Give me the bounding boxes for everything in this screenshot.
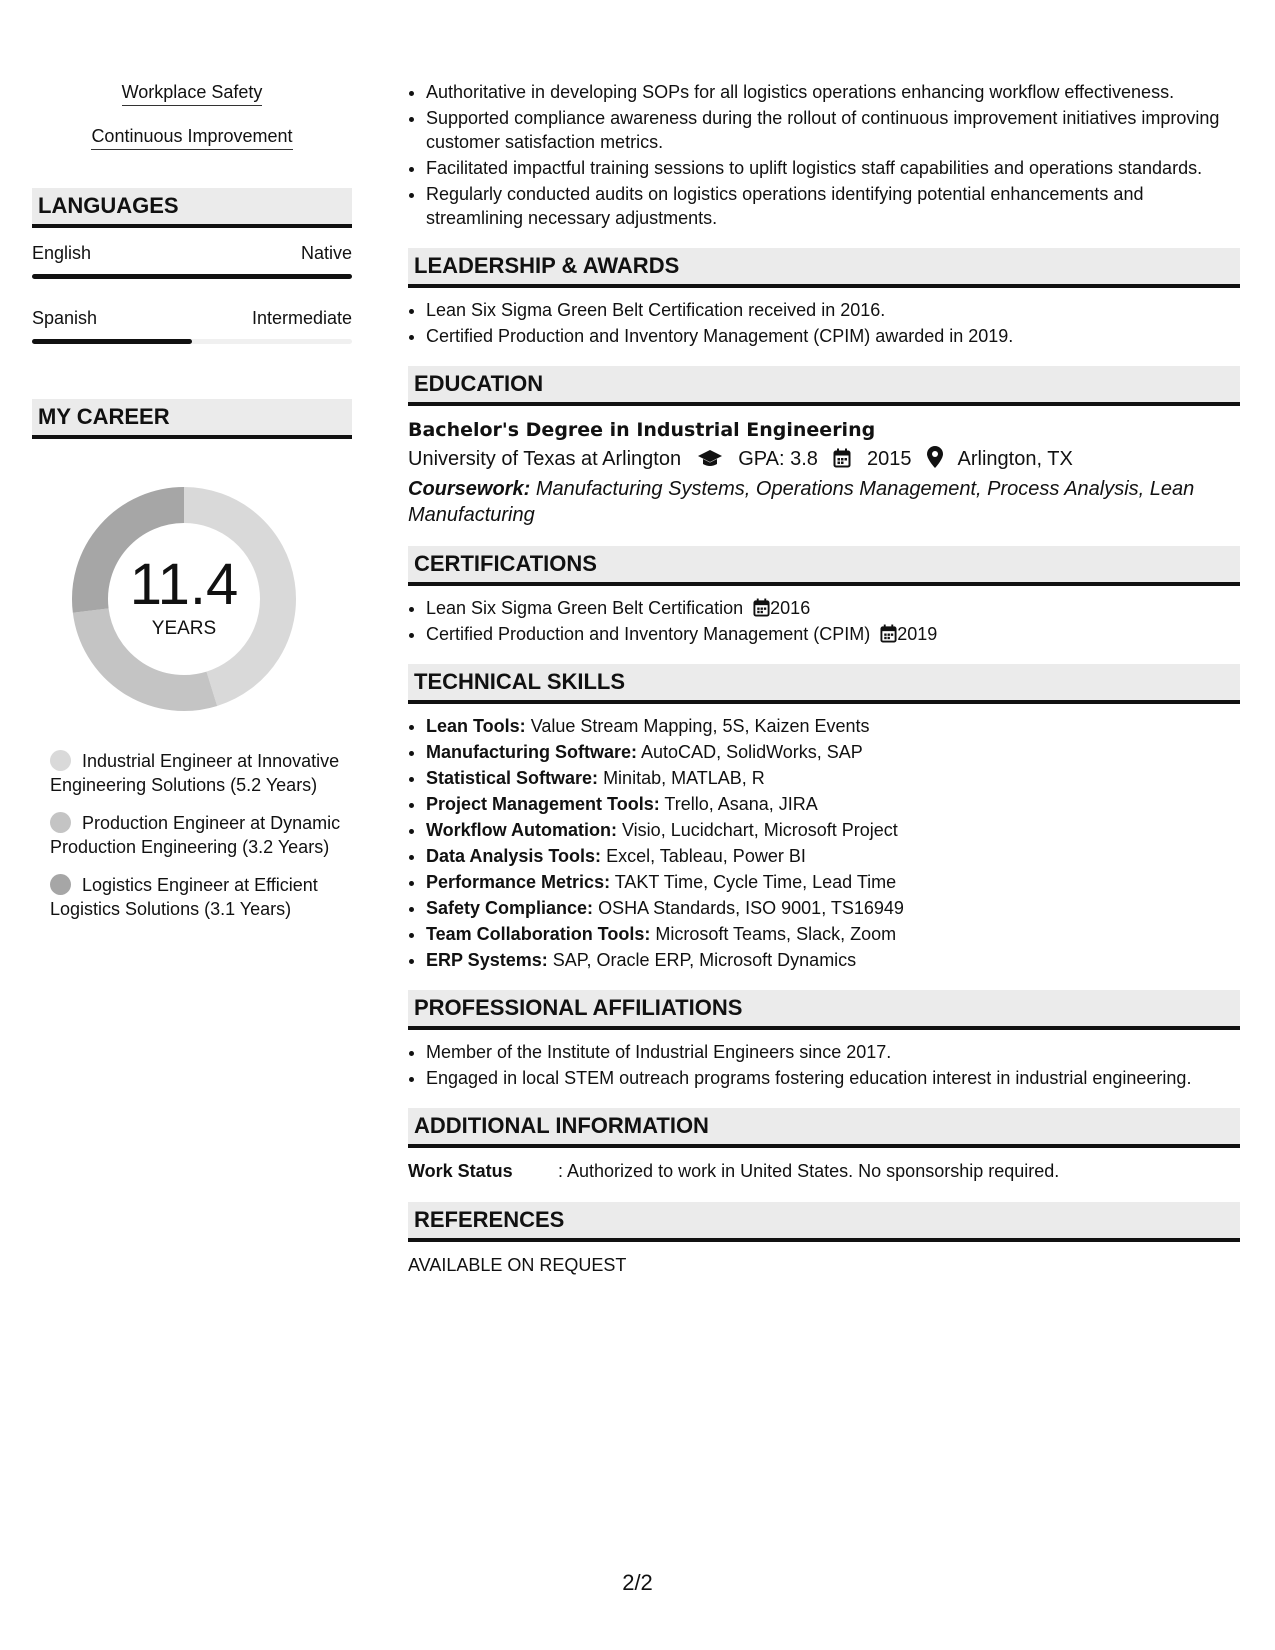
list-item	[426, 870, 1240, 894]
skill-label: Data Analysis Tools:	[426, 846, 602, 866]
skill-value: Visio, Lucidchart, Microsoft Project	[622, 820, 898, 840]
skill-tag: Continuous Improvement	[91, 124, 292, 150]
legend-dot	[50, 750, 71, 771]
language-level: Native	[300, 243, 352, 263]
skill-value: Microsoft Teams, Slack, Zoom	[655, 924, 897, 944]
skill-label: Workflow Automation:	[426, 820, 617, 840]
legend-dot	[50, 874, 71, 895]
list-item	[426, 948, 1240, 972]
languages-heading: LANGUAGES	[32, 188, 352, 228]
list-item	[426, 844, 1240, 868]
skill-value: Excel, Tableau, Power BI	[606, 846, 806, 866]
career-label: Logistics Engineer at Efficient Logistics Solutions (3.1 Years)	[50, 875, 318, 919]
cert-name: Lean Six Sigma Green Belt Certification	[426, 598, 744, 618]
references-heading: REFERENCES	[408, 1202, 1240, 1242]
gpa: GPA: 3.8	[738, 448, 818, 470]
school: University of Texas at Arlington	[408, 448, 682, 470]
list-item: • Regularly conducted audits on logistics operations identifying potential enhancements and streamlining necessary adjustments.	[426, 182, 1240, 230]
list-item	[426, 622, 1240, 646]
skill-label: Safety Compliance:	[426, 898, 594, 918]
degree: Bachelor's Degree in Industrial Engineering	[408, 419, 876, 441]
references-text: AVAILABLE ON REQUEST	[408, 1255, 627, 1275]
language-bar-fill	[32, 274, 352, 279]
skill-label: Statistical Software:	[426, 768, 599, 788]
coursework-value: Manufacturing Systems, Operations Management, Process Analysis, Lean Manufacturing	[408, 478, 1195, 526]
cert-name: Certified Production and Inventory Management (CPIM)	[426, 624, 871, 644]
calendar-icon	[753, 598, 770, 617]
language-name: English	[32, 243, 92, 263]
career-total: 11.4	[129, 552, 239, 617]
list-item	[426, 596, 1240, 620]
skill-label: Team Collaboration Tools:	[426, 924, 651, 944]
location: Arlington, TX	[957, 448, 1073, 470]
career-legend	[32, 749, 352, 921]
list-item	[426, 766, 1240, 790]
affiliations-list	[408, 1040, 1240, 1090]
cert-year: 2016	[770, 598, 811, 618]
additional-info-heading: ADDITIONAL INFORMATION	[408, 1108, 1240, 1148]
page-number: 2/2	[622, 1570, 653, 1595]
career-donut-chart	[64, 479, 304, 719]
language-item	[32, 240, 352, 279]
skill-label: Performance Metrics:	[426, 872, 611, 892]
certifications-list	[408, 596, 1240, 646]
skill-label: Lean Tools:	[426, 716, 526, 736]
list-item: • Engaged in local STEM outreach programs fostering education interest in industrial engineering.	[426, 1066, 1240, 1090]
skill-value: Minitab, MATLAB, R	[603, 768, 765, 788]
education-details	[408, 444, 1240, 474]
map-pin-icon	[927, 446, 943, 468]
language-item	[32, 305, 352, 344]
work-status-label: Work Status	[408, 1161, 513, 1181]
work-status-row	[408, 1158, 1240, 1184]
skill-label: ERP Systems:	[426, 950, 548, 970]
main-content	[408, 80, 1240, 1278]
graduation-year: 2015	[867, 448, 912, 470]
skill-label: Manufacturing Software:	[426, 742, 638, 762]
calendar-icon	[833, 448, 851, 468]
career-legend-item	[50, 811, 352, 859]
education-heading: EDUCATION	[408, 366, 1240, 406]
skill-tag: Workplace Safety	[122, 80, 263, 106]
language-bar-fill	[32, 339, 192, 344]
technical-skills-list	[408, 714, 1240, 972]
list-item	[426, 896, 1240, 920]
list-item	[426, 792, 1240, 816]
skill-value: Value Stream Mapping, 5S, Kaizen Events	[530, 716, 870, 736]
list-item	[426, 740, 1240, 764]
skill-label: Project Management Tools:	[426, 794, 660, 814]
cert-year: 2019	[897, 624, 938, 644]
list-item: • Lean Six Sigma Green Belt Certification received in 2016.	[426, 298, 1240, 322]
career-heading: MY CAREER	[32, 399, 352, 439]
skill-value: OSHA Standards, ISO 9001, TS16949	[598, 898, 904, 918]
coursework-label: Coursework:	[408, 478, 531, 500]
list-item: • Certified Production and Inventory Management (CPIM) awarded in 2019.	[426, 324, 1240, 348]
list-item: • Authoritative in developing SOPs for all logistics operations enhancing workflow effectiveness.	[426, 80, 1240, 104]
certifications-heading: CERTIFICATIONS	[408, 546, 1240, 586]
career-legend-item	[50, 873, 352, 921]
graduation-cap-icon	[697, 448, 723, 468]
list-item	[426, 714, 1240, 738]
list-item	[426, 922, 1240, 946]
technical-skills-heading: TECHNICAL SKILLS	[408, 664, 1240, 704]
career-label: Industrial Engineer at Innovative Engineering Solutions (5.2 Years)	[50, 751, 340, 795]
list-item: • Supported compliance awareness during the rollout of continuous improvement initiatives improving customer satisfaction metrics.	[426, 106, 1240, 154]
education-entry	[408, 416, 1240, 528]
affiliations-heading: PROFESSIONAL AFFILIATIONS	[408, 990, 1240, 1030]
work-status-value: : Authorized to work in United States. No sponsorship required.	[558, 1161, 1060, 1181]
coursework	[408, 476, 1240, 528]
skill-value: SAP, Oracle ERP, Microsoft Dynamics	[552, 950, 857, 970]
language-bar	[32, 274, 352, 279]
career-legend-item	[50, 749, 352, 797]
career-unit: YEARS	[151, 618, 217, 639]
list-item: • Facilitated impactful training sessions to uplift logistics staff capabilities and operations standards.	[426, 156, 1240, 180]
list-item: • Member of the Institute of Industrial Engineers since 2017.	[426, 1040, 1240, 1064]
list-item	[426, 818, 1240, 842]
experience-bullets	[408, 80, 1240, 230]
skill-tags	[32, 80, 352, 168]
languages-list	[32, 240, 352, 344]
language-bar	[32, 339, 352, 344]
language-level: Intermediate	[251, 308, 352, 328]
skill-value: AutoCAD, SolidWorks, SAP	[641, 742, 863, 762]
skill-value: Trello, Asana, JIRA	[664, 794, 818, 814]
sidebar	[32, 80, 352, 935]
leadership-list	[408, 298, 1240, 348]
career-label: Production Engineer at Dynamic Production Engineering (3.2 Years)	[50, 813, 341, 857]
legend-dot	[50, 812, 71, 833]
leadership-heading: LEADERSHIP & AWARDS	[408, 248, 1240, 288]
language-name: Spanish	[32, 308, 98, 328]
calendar-icon	[880, 624, 897, 643]
skill-value: TAKT Time, Cycle Time, Lead Time	[614, 872, 897, 892]
